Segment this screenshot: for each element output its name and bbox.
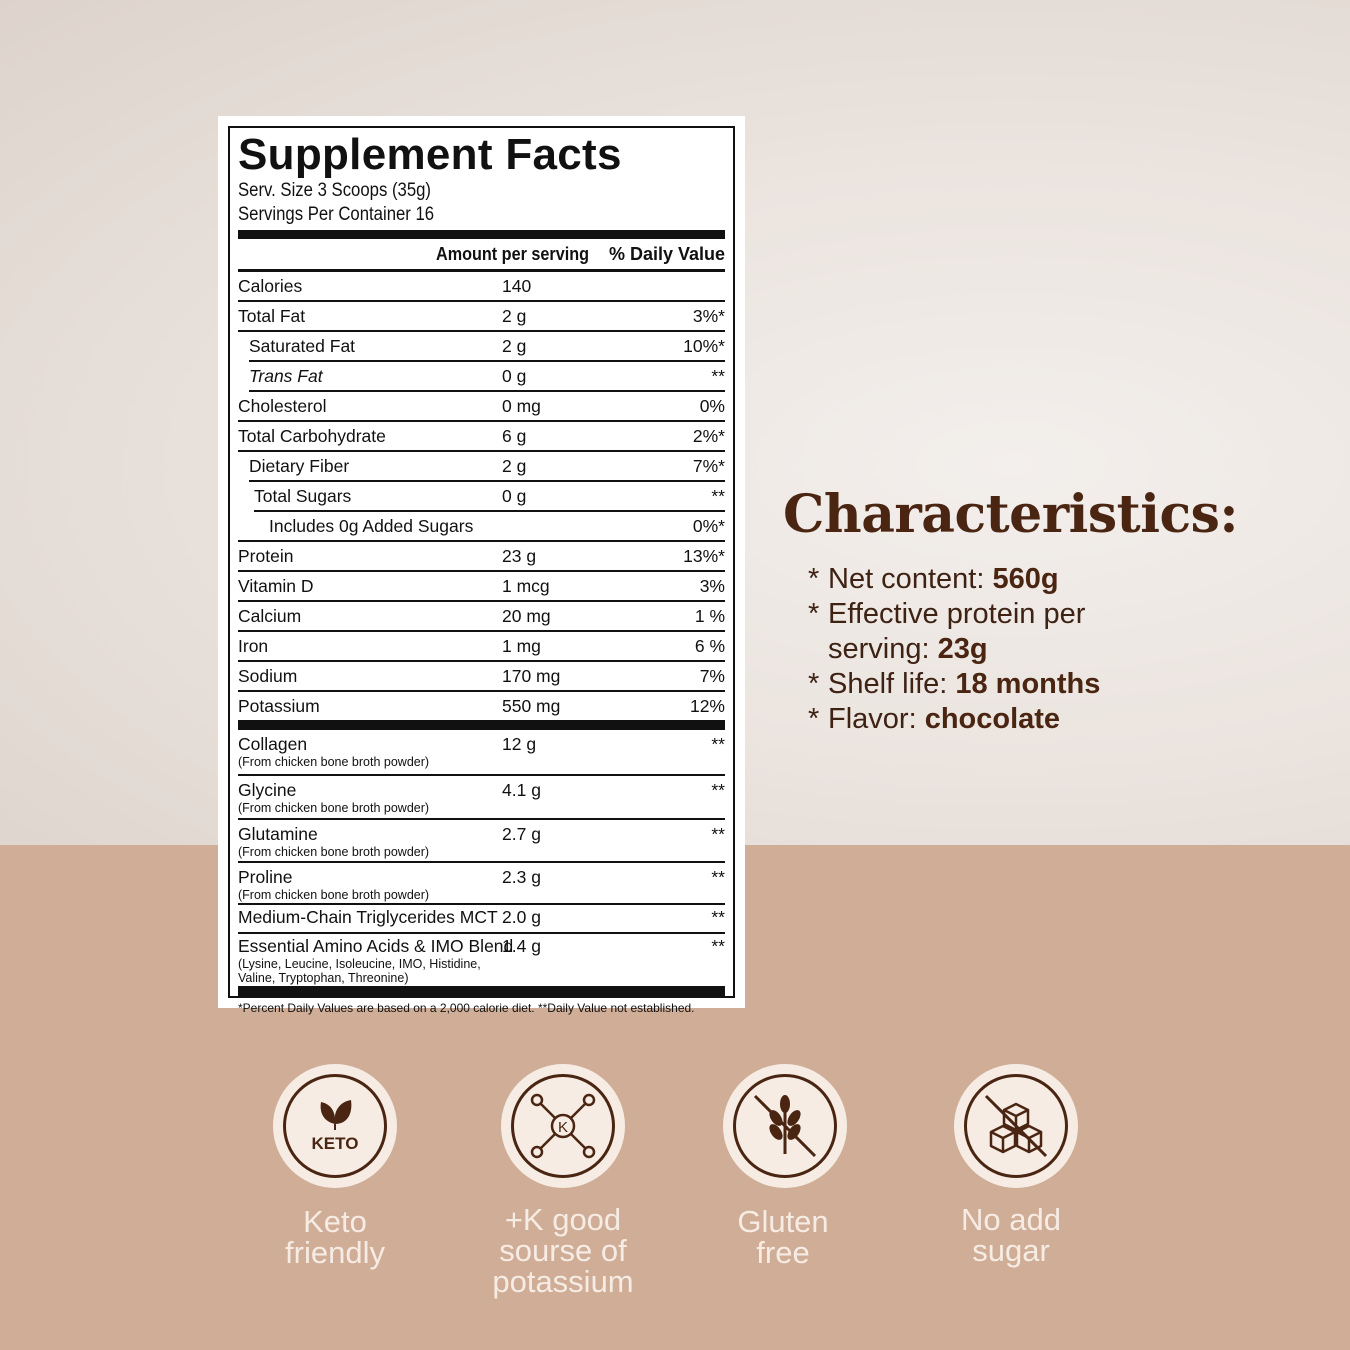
svg-text:K: K: [557, 1119, 569, 1136]
serving-size: Serv. Size 3 Scoops (35g): [238, 180, 431, 201]
divider: [238, 230, 725, 239]
svg-text:KETO: KETO: [311, 1134, 359, 1153]
footnote: *Percent Daily Values are based on a 2,000 calorie diet. **Daily Value not established.: [238, 1001, 695, 1015]
table-row: Calories 140: [238, 272, 725, 302]
daily-value-header: % Daily Value: [608, 243, 725, 264]
table-row: Glutamine (From chicken bone broth powder) 2.7 g **: [238, 820, 725, 863]
table-row: Trans Fat 0 g **: [249, 362, 725, 392]
table-row: Proline (From chicken bone broth powder) 2.3 g **: [238, 863, 725, 905]
characteristics-title: Characteristics:: [783, 484, 1239, 545]
list-item: * Flavor: chocolate: [808, 703, 1061, 735]
potassium-badge: [501, 1064, 625, 1188]
table-row: Cholesterol 0 mg 0%: [238, 392, 725, 422]
table-row: Includes 0g Added Sugars 0%*: [238, 512, 725, 542]
table-row: Medium-Chain Triglycerides MCT 2.0 g **: [238, 905, 725, 934]
list-item: * Effective protein per serving: 23g: [808, 598, 1086, 665]
table-row: Calcium 20 mg 1 %: [238, 602, 725, 632]
facts-title: Supplement Facts: [238, 130, 622, 179]
table-row: Total Sugars 0 g **: [254, 482, 725, 512]
potassium-label: +K good sourse of potassium: [492, 1202, 634, 1299]
gluten-free-badge: [723, 1064, 847, 1188]
keto-label: Keto friendly: [285, 1204, 385, 1270]
servings-per-container: Servings Per Container 16: [238, 204, 435, 225]
table-row: Total Fat 2 g 3%*: [238, 302, 725, 332]
potassium-molecule-icon: [521, 1084, 605, 1168]
divider: [238, 720, 725, 730]
gluten-free-wheat-icon: [743, 1084, 827, 1168]
table-row: Total Carbohydrate 6 g 2%*: [238, 422, 725, 452]
keto-badge: [273, 1064, 397, 1188]
no-sugar-cubes-icon: [974, 1084, 1058, 1168]
table-row: Glycine (From chicken bone broth powder) 4.1 g **: [238, 776, 725, 820]
amount-header: Amount per serving: [435, 243, 589, 264]
facts-header: [238, 239, 725, 272]
table-row: Protein 23 g 13%*: [238, 542, 725, 572]
list-item: * Shelf life: 18 months: [808, 668, 1101, 700]
table-row: Saturated Fat 2 g 10%*: [249, 332, 725, 362]
supplement-facts-panel: [218, 116, 745, 1015]
divider: [238, 986, 725, 996]
gluten-free-label: Gluten free: [737, 1204, 829, 1270]
table-row: Essential Amino Acids & IMO Blend (Lysine, Leucine, Isoleucine, IMO, Histidine, Valine, Tryptophan, Threonine) 1.4 g **: [238, 936, 725, 985]
no-sugar-label: No add sugar: [961, 1202, 1061, 1268]
table-row: Sodium 170 mg 7%: [238, 662, 725, 692]
table-row: Dietary Fiber 2 g 7%*: [249, 452, 725, 482]
table-row: Vitamin D 1 mcg 3%: [238, 572, 725, 602]
no-sugar-badge: [954, 1064, 1078, 1188]
table-row: Collagen (From chicken bone broth powder) 12 g **: [238, 730, 725, 776]
list-item: * Net content: 560g: [808, 563, 1059, 595]
table-row: Potassium 550 mg 12%: [238, 695, 725, 716]
keto-leaf-icon: [295, 1086, 375, 1166]
characteristics-list: [808, 562, 1100, 737]
table-row: Iron 1 mg 6 %: [238, 632, 725, 662]
